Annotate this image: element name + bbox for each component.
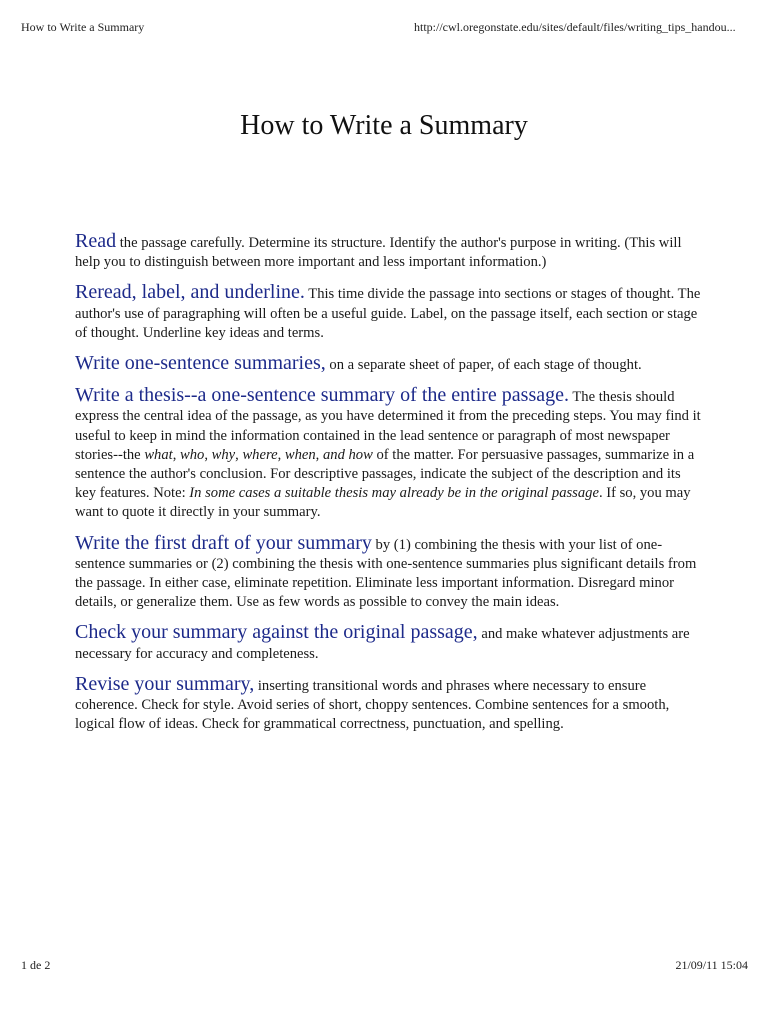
step-heading: Reread, label, and underline.	[75, 281, 305, 304]
step-body: the passage carefully. Determine its structure. Identify the author's purpose in writing. (This will help you to distinguish between more important and less important information.)	[75, 235, 682, 271]
step-body: The thesis should express the central idea of the passage, as you have determined it from the preceding steps. You may find it useful to keep in mind the information contained in the lead sentence or paragraph of most newspaper stories--the	[75, 389, 701, 463]
step-heading: Write one-sentence summaries,	[75, 352, 326, 375]
step-thesis: Write a thesis--a one-sentence summary of the entire passage. The thesis should express the central idea of the passage, as you have determined it from the preceding steps. You may find it useful to keep in mind the information contained in the lead sentence or paragraph of most newspaper stories--the what, who, why, where, when, and how of the matter. For persuasive passages, summarize in a sentence the author's conclusion. For descriptive passages, indicate the subject of the description and its key features. Note: In some cases a suitable thesis may already be in the original passage. If so, you may want to quote it directly in your summary.	[75, 384, 701, 521]
step-check	[75, 623, 701, 663]
step-reread	[75, 283, 701, 343]
step-heading: Write a thesis--a one-sentence summary of the entire passage.	[75, 384, 569, 407]
word-and-how: and how	[322, 446, 373, 463]
word-when: when	[284, 446, 316, 463]
print-footer-datetime: 21/09/11 15:04	[675, 958, 748, 972]
thesis-note: In some cases a suitable thesis may already be in the original passage	[189, 485, 599, 502]
step-first-draft	[75, 531, 701, 613]
step-body: This time divide the passage into sections or stages of thought. The author's use of paragraphing will often be a useful guide. Label, on the passage itself, each section or stage of thought. Underline key ideas and terms.	[75, 286, 701, 341]
word-what: what	[144, 446, 173, 463]
step-heading: Read	[75, 230, 117, 252]
word-who: who	[180, 446, 205, 463]
step-body: and make whatever adjustments are necessary for accuracy and completeness.	[75, 626, 690, 662]
step-read	[75, 232, 701, 272]
step-heading: Write the first draft of your summary	[75, 531, 372, 554]
page-title: How to Write a Summary	[240, 110, 528, 141]
step-heading: Check your summary against the original passage,	[75, 621, 478, 644]
word-why: why	[211, 446, 236, 463]
print-header-title: How to Write a Summary	[21, 20, 145, 34]
word-where: where	[242, 446, 278, 463]
step-body: on a separate sheet of paper, of each stage of thought.	[325, 357, 642, 374]
step-body: . If so, you may want to quote it directly in your summary.	[75, 485, 691, 521]
print-footer-page: 1 de 2	[21, 958, 51, 972]
step-one-sentence-summaries	[75, 354, 701, 375]
step-heading: Revise your summary,	[75, 672, 255, 695]
print-header-url: http://cwl.oregonstate.edu/sites/default/files/writing_tips_handou...	[414, 20, 736, 34]
step-body: inserting transitional words and phrases where necessary to ensure coherence. Check for style. Avoid series of short, choppy sentences. Combine sentences for a smooth, logical flow of ideas. Check for grammatical correctness, punctuation, and spelling.	[75, 677, 670, 733]
step-body: of the matter. For persuasive passages, summarize in a sentence the author's conclusion. For descriptive passages, indicate the subject of the description and its key features. Note:	[75, 446, 695, 502]
step-body: by (1) combining the thesis with your list of one-sentence summaries or (2) combining the thesis with one-sentence summaries plus significant details from the passage. In either case, eliminate repetition. Eliminate less important information. Disregard minor details, or generalize them. Use as few words as possible to convey the main ideas.	[75, 536, 697, 611]
step-revise	[75, 672, 701, 735]
steps-list	[75, 232, 701, 745]
